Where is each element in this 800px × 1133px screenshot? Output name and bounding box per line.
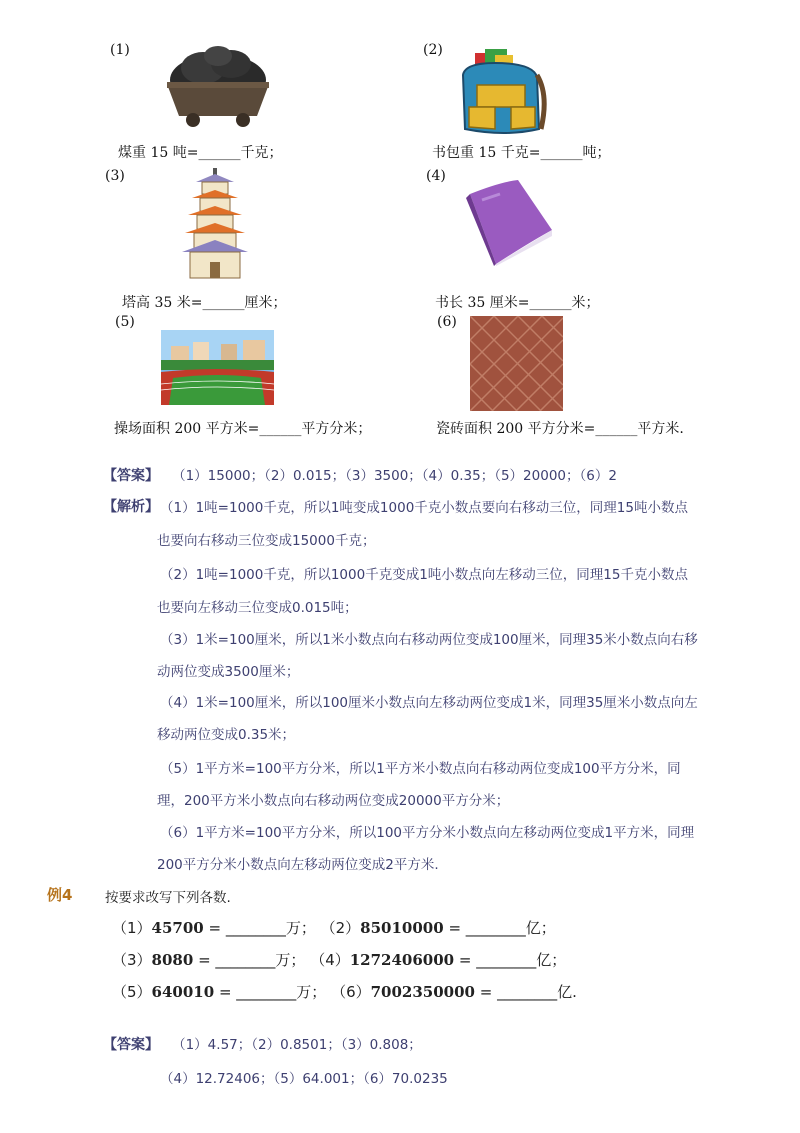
exercise-number-value: 7002350000 <box>370 983 475 1001</box>
exercise-number-value: 8080 <box>151 951 194 969</box>
item-number: (6) <box>437 314 457 330</box>
exercise-number: （5） <box>112 983 152 1001</box>
coal-cart-icon <box>163 38 273 130</box>
exercise-blank: = ________亿. <box>474 983 577 1001</box>
question-text: 煤重 15 吨=______千克； <box>118 145 283 161</box>
answer-text: （1）15000；（2）0.015；（3）3500；（4）0.35；（5）20000；（6）2 <box>172 468 617 484</box>
item-number: (2) <box>423 42 443 58</box>
item-number: (1) <box>110 42 130 58</box>
analysis-line: （2）1吨=1000千克，所以1000千克变成1吨小数点向左移动三位，同理15千克小数点 <box>160 567 688 583</box>
exercise-blank: = ________亿； <box>443 919 556 937</box>
exercise-number-value: 85010000 <box>360 919 444 937</box>
analysis-line: 200平方分米小数点向左移动两位变成2平方米. <box>157 857 439 873</box>
tile-image <box>470 316 563 411</box>
exercise-blank: = ________万； <box>214 983 327 1001</box>
answer-text: （4）12.72406；（5）64.001；（6）70.0235 <box>160 1071 448 1087</box>
question-text: 塔高 35 米=______厘米； <box>122 295 287 311</box>
exercise-blank: = ________亿； <box>454 951 567 969</box>
analysis-line: 移动两位变成0.35米； <box>157 727 296 743</box>
exercise-number: （6） <box>331 983 371 1001</box>
item-number: (4) <box>426 168 446 184</box>
exercise-row <box>112 981 577 1002</box>
analysis-line: （6）1平方米=100平方分米，所以100平方分米小数点向左移动两位变成1平方米，同理 <box>160 825 695 841</box>
exercise-blank: = ________万； <box>193 951 306 969</box>
example-prompt: 按要求改写下列各数. <box>105 890 231 906</box>
exercise-number: （3） <box>112 951 152 969</box>
answer-tag: 【答案】 <box>103 468 159 484</box>
backpack-icon <box>455 45 550 137</box>
question-text: 书包重 15 千克=______吨； <box>432 145 611 161</box>
exercise-blank: = ________万； <box>203 919 316 937</box>
question-text: 书长 35 厘米=______米； <box>435 295 600 311</box>
playground-image <box>161 330 274 405</box>
question-text: 瓷砖面积 200 平方分米=______平方米. <box>436 421 684 437</box>
exercise-number-value: 640010 <box>151 983 215 1001</box>
item-number: (3) <box>105 168 125 184</box>
analysis-line: （1）1吨=1000千克，所以1吨变成1000千克小数点要向右移动三位，同理15吨小数点 <box>160 500 688 516</box>
exercise-number: （2） <box>320 919 361 937</box>
analysis-tag: 【解析】 <box>103 499 159 515</box>
exercise-row <box>112 917 556 938</box>
exercise-number: （1） <box>112 919 152 937</box>
analysis-line: 动两位变成3500厘米； <box>157 664 300 680</box>
analysis-line: 也要向左移动三位变成0.015吨； <box>157 600 358 616</box>
answer-block <box>103 1033 422 1054</box>
exercise-number-value: 1272406000 <box>349 951 455 969</box>
book-icon <box>460 180 555 266</box>
analysis-line: （4）1米=100厘米，所以100厘米小数点向左移动两位变成1米，同理35厘米小数点向左 <box>160 695 698 711</box>
pagoda-icon <box>180 168 250 280</box>
analysis-line: 也要向右移动三位变成15000千克； <box>157 533 376 549</box>
exercise-row <box>112 949 566 970</box>
item-number: (5) <box>115 314 135 330</box>
answer-block <box>103 464 617 485</box>
exercise-number-value: 45700 <box>151 919 204 937</box>
example-tag: 例4 <box>47 886 73 904</box>
exercise-number: （4） <box>310 951 350 969</box>
analysis-line: （3）1米=100厘米，所以1米小数点向右移动两位变成100厘米，同理35米小数点向右移 <box>160 632 698 648</box>
analysis-line: 理，200平方米小数点向右移动两位变成20000平方分米； <box>157 793 510 809</box>
answer-text: （1）4.57；（2）0.8501；（3）0.808； <box>172 1037 422 1053</box>
analysis-line: （5）1平方米=100平方分米，所以1平方米小数点向右移动两位变成100平方分米，同 <box>160 761 681 777</box>
answer-tag: 【答案】 <box>103 1037 159 1053</box>
question-text: 操场面积 200 平方米=______平方分米； <box>114 421 372 437</box>
